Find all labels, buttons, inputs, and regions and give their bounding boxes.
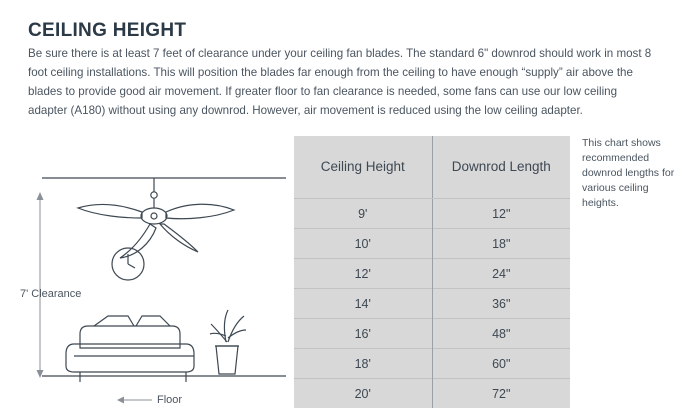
potted-plant-icon (210, 310, 246, 374)
diagram-svg (20, 136, 290, 408)
cell-ceiling-height: 9' (294, 199, 432, 229)
cell-downrod-length: 48" (432, 319, 570, 349)
intro-paragraph: Be sure there is at least 7 feet of clearance under your ceiling fan blades. The standard 6" downrod should work in most 8 foot ceiling installations. This will position the blades far enough from the ceiling to have enough “supply” air above the blades to provide good air movement. If greater floor to fan clearance is needed, some fans can use our low ceiling adapter (A180) without using any downrod. However, air movement is reduced using the low ceiling adapter. (28, 47, 652, 117)
floor-leader-arrow (117, 397, 124, 404)
cell-downrod-length: 24" (432, 259, 570, 289)
cell-downrod-length: 36" (432, 289, 570, 319)
ceiling-height-diagram (20, 136, 290, 408)
cell-ceiling-height: 10' (294, 229, 432, 259)
cell-downrod-length: 60" (432, 349, 570, 379)
chart-note: This chart shows recommended downrod lengths for various ceiling heights. (582, 137, 675, 209)
table-row (294, 259, 570, 289)
table-row (294, 349, 570, 379)
table-row (294, 319, 570, 349)
table-row (294, 229, 570, 259)
ceiling-fan-icon (78, 178, 234, 258)
column-header-downrod-length: Downrod Length (432, 136, 570, 199)
column-header-ceiling-height: Ceiling Height (294, 136, 432, 199)
floor-label: Floor (157, 394, 183, 406)
cell-downrod-length: 72" (432, 379, 570, 409)
clearance-arrow-down (37, 370, 44, 378)
table-header-row (294, 136, 570, 199)
cell-downrod-length: 18" (432, 229, 570, 259)
table-row (294, 289, 570, 319)
cell-ceiling-height: 12' (294, 259, 432, 289)
cell-ceiling-height: 18' (294, 349, 432, 379)
wall-clock-icon (112, 248, 144, 280)
downrod-chart (294, 136, 570, 408)
cell-ceiling-height: 16' (294, 319, 432, 349)
table-row (294, 199, 570, 229)
clearance-label: 7' Clearance (20, 288, 82, 300)
downrod-table (294, 136, 570, 408)
table-row (294, 379, 570, 409)
cell-ceiling-height: 14' (294, 289, 432, 319)
sofa-icon (66, 316, 194, 382)
cell-downrod-length: 12" (432, 199, 570, 229)
cell-ceiling-height: 20' (294, 379, 432, 409)
page-title: CEILING HEIGHT (28, 20, 187, 41)
clearance-arrow-up (37, 192, 44, 200)
